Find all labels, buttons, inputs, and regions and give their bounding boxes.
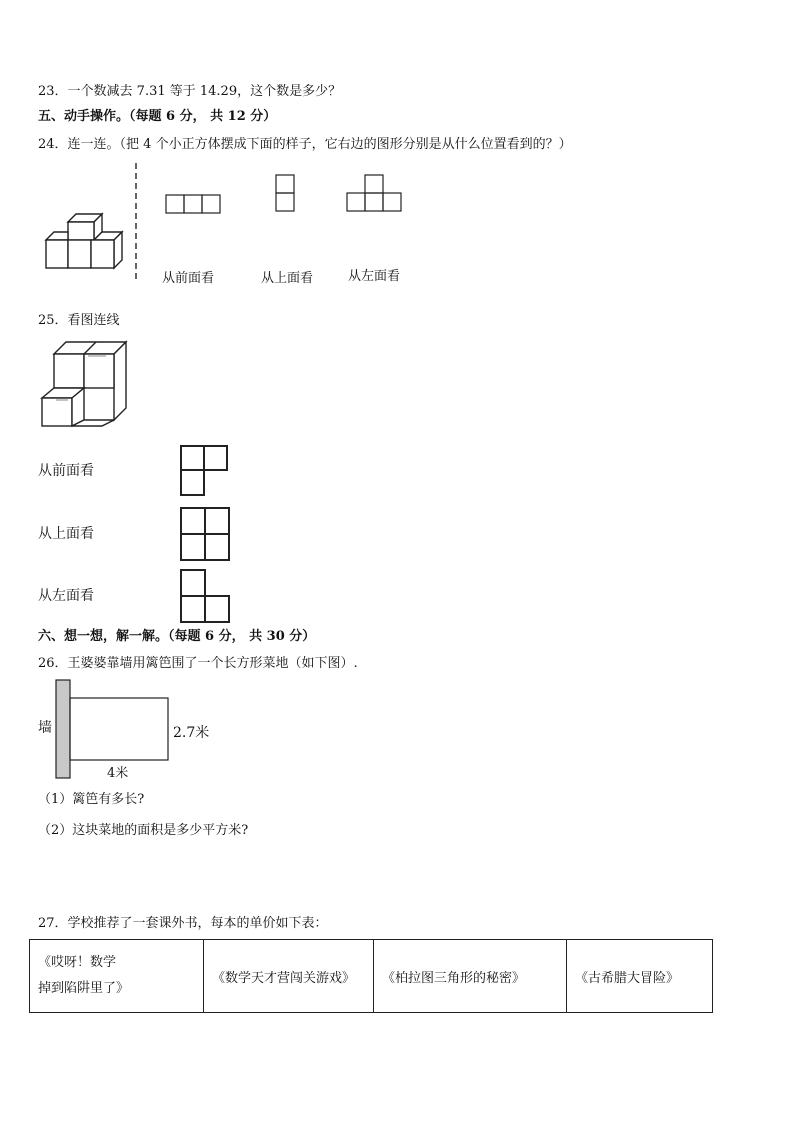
- q26-height-label: 2.7米: [173, 725, 210, 741]
- q26-sub1: （1）篱笆有多长?: [38, 792, 145, 807]
- q25-label-top: 从上面看: [38, 526, 94, 542]
- q24-cube-stack-figure: [44, 212, 134, 272]
- book-cell-4: 《古希腊大冒险》: [567, 940, 713, 1013]
- q24-label-front: 从前面看: [162, 271, 215, 286]
- q26-text: 26．王婆婆靠墙用篱笆围了一个长方形菜地（如下图）.: [38, 656, 358, 671]
- q27-text: 27．学校推荐了一套课外书，每本的单价如下表：: [38, 916, 328, 931]
- q24-view-vertical-two: [275, 174, 295, 214]
- q24-view-three-in-row: [165, 194, 221, 214]
- q26-width-label: 4米: [107, 766, 129, 781]
- q24-label-top: 从上面看: [261, 271, 314, 286]
- book-cell-3: 《柏拉图三角形的秘密》: [374, 940, 567, 1013]
- q26-garden-diagram: [56, 680, 156, 780]
- q24-label-left: 从左面看: [348, 269, 401, 284]
- q26-wall-label: 墙: [38, 720, 52, 736]
- book1-line1: 《哎呀！数学: [38, 955, 117, 970]
- q24-view-t-shape: [346, 174, 402, 214]
- q25-label-left: 从左面看: [38, 588, 94, 604]
- book-table: [29, 939, 713, 1013]
- q25-label-front: 从前面看: [38, 463, 94, 479]
- book-cell-1: [30, 940, 204, 1013]
- section-5-title: 五、动手操作。（每题 6 分， 共 12 分）: [38, 109, 277, 124]
- q24-text: 24．连一连。（把 4 个小正方体摆成下面的样子，它右边的图形分别是从什么位置看到的？）: [38, 137, 572, 152]
- q25-text: 25．看图连线: [38, 313, 120, 328]
- book-table-row: [30, 940, 713, 1013]
- q23-text: 23．一个数减去 7.31 等于 14.29，这个数是多少？: [38, 84, 342, 99]
- book-cell-2: 《数学天才营闯关游戏》: [204, 940, 374, 1013]
- q24-dashed-divider: [133, 163, 139, 283]
- q25-view-l-shape-top-heavy: [179, 444, 229, 498]
- q25-block-figure: [40, 340, 132, 430]
- book1-line2: 掉到陷阱里了》: [38, 981, 130, 996]
- section-6-title: 六、想一想，解一解。（每题 6 分， 共 30 分）: [38, 629, 316, 644]
- q25-view-two-by-two: [179, 506, 231, 562]
- wall-bar: [56, 680, 70, 778]
- q26-sub2: （2）这块菜地的面积是多少平方米?: [38, 823, 249, 838]
- q25-view-l-shape-bottom-heavy: [179, 568, 231, 624]
- garden-rectangle: [70, 698, 168, 760]
